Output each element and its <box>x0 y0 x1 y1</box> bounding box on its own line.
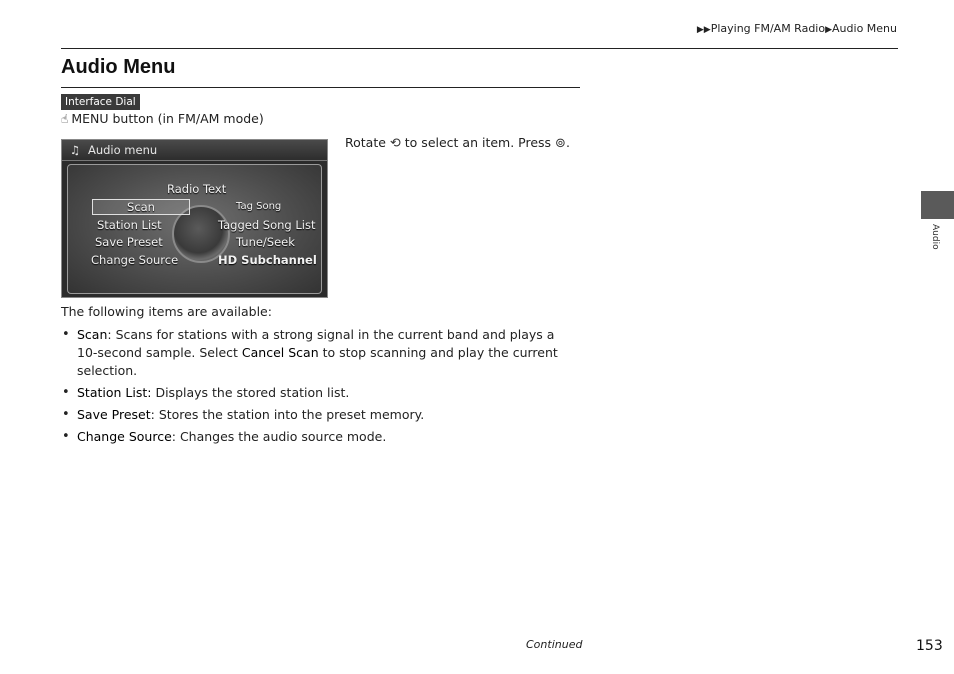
menu-item-station-list[interactable]: Station List <box>97 218 162 232</box>
term-scan: Scan <box>77 327 108 342</box>
breadcrumb-arrow-icon: ▶ <box>825 25 833 35</box>
menu-item-save-preset[interactable]: Save Preset <box>95 235 163 249</box>
menu-item-tagged-song-list[interactable]: Tagged Song List <box>218 218 316 232</box>
desc-scan-a: : Scans for stations with a strong signal in the current band and plays a 10-second sample. Select <box>77 327 555 360</box>
music-note-icon: ♫ <box>70 143 81 157</box>
interface-dial-tag: Interface Dial <box>61 94 140 110</box>
audio-menu-screen <box>61 139 328 298</box>
rotate-text-b: to select an item. Press <box>400 135 556 150</box>
press-dial-icon: ⊚ <box>555 136 566 151</box>
menu-item-scan[interactable]: Scan <box>92 199 190 215</box>
breadcrumb-item-fm-am-radio[interactable]: Playing FM/AM Radio <box>710 22 826 35</box>
continued-note: Continued <box>526 638 583 651</box>
term-station-list: Station List: <box>77 385 152 400</box>
items-list <box>61 326 576 450</box>
items-intro: The following items are available: <box>61 304 272 319</box>
title-divider <box>61 87 580 88</box>
desc-save-preset: : Stores the station into the preset memory. <box>150 407 425 422</box>
rotate-dial-icon: ⟲ <box>389 136 401 151</box>
rotate-text-c: . <box>565 135 570 150</box>
rotate-text-a: Rotate <box>345 135 390 150</box>
section-side-label: Audio <box>930 224 940 250</box>
screen-header-title: Audio menu <box>87 143 158 157</box>
desc-station-list: Displays the stored station list. <box>151 385 350 400</box>
menu-item-radio-text[interactable]: Radio Text <box>167 182 227 196</box>
breadcrumb-item-audio-menu: Audio Menu <box>832 22 897 35</box>
menu-item-hd-subchannel[interactable]: HD Subchannel <box>218 253 317 267</box>
page-number: 153 <box>916 638 943 654</box>
list-item-scan <box>61 326 576 380</box>
menu-button-instruction <box>61 111 264 126</box>
section-side-tab[interactable] <box>921 191 954 219</box>
page-title: Audio Menu <box>61 56 176 78</box>
desc-change-source: : Changes the audio source mode. <box>171 429 387 444</box>
menu-item-change-source[interactable]: Change Source <box>91 253 179 267</box>
term-save-preset: Save Preset <box>77 407 151 422</box>
desc-scan-b: to stop scanning and play the current selection. <box>77 345 558 378</box>
menu-button-text: MENU button (in FM/AM mode) <box>71 111 264 126</box>
screen-menu-area <box>67 164 322 294</box>
hand-pointer-icon: ☝ <box>61 112 69 126</box>
menu-item-tune-seek[interactable]: Tune/Seek <box>236 235 295 249</box>
list-item-change-source <box>61 428 576 446</box>
screen-header <box>62 140 327 161</box>
term-change-source: Change Source <box>77 429 172 444</box>
list-item-save-preset <box>61 406 576 424</box>
term-cancel-scan: Cancel Scan <box>241 345 319 360</box>
list-item-station-list <box>61 384 576 402</box>
top-divider <box>61 48 898 49</box>
breadcrumb-arrow-icon: ▶▶ <box>696 25 711 35</box>
menu-item-tag-song[interactable]: Tag Song <box>236 201 282 212</box>
rotate-instruction <box>345 135 570 151</box>
breadcrumb <box>697 22 897 35</box>
